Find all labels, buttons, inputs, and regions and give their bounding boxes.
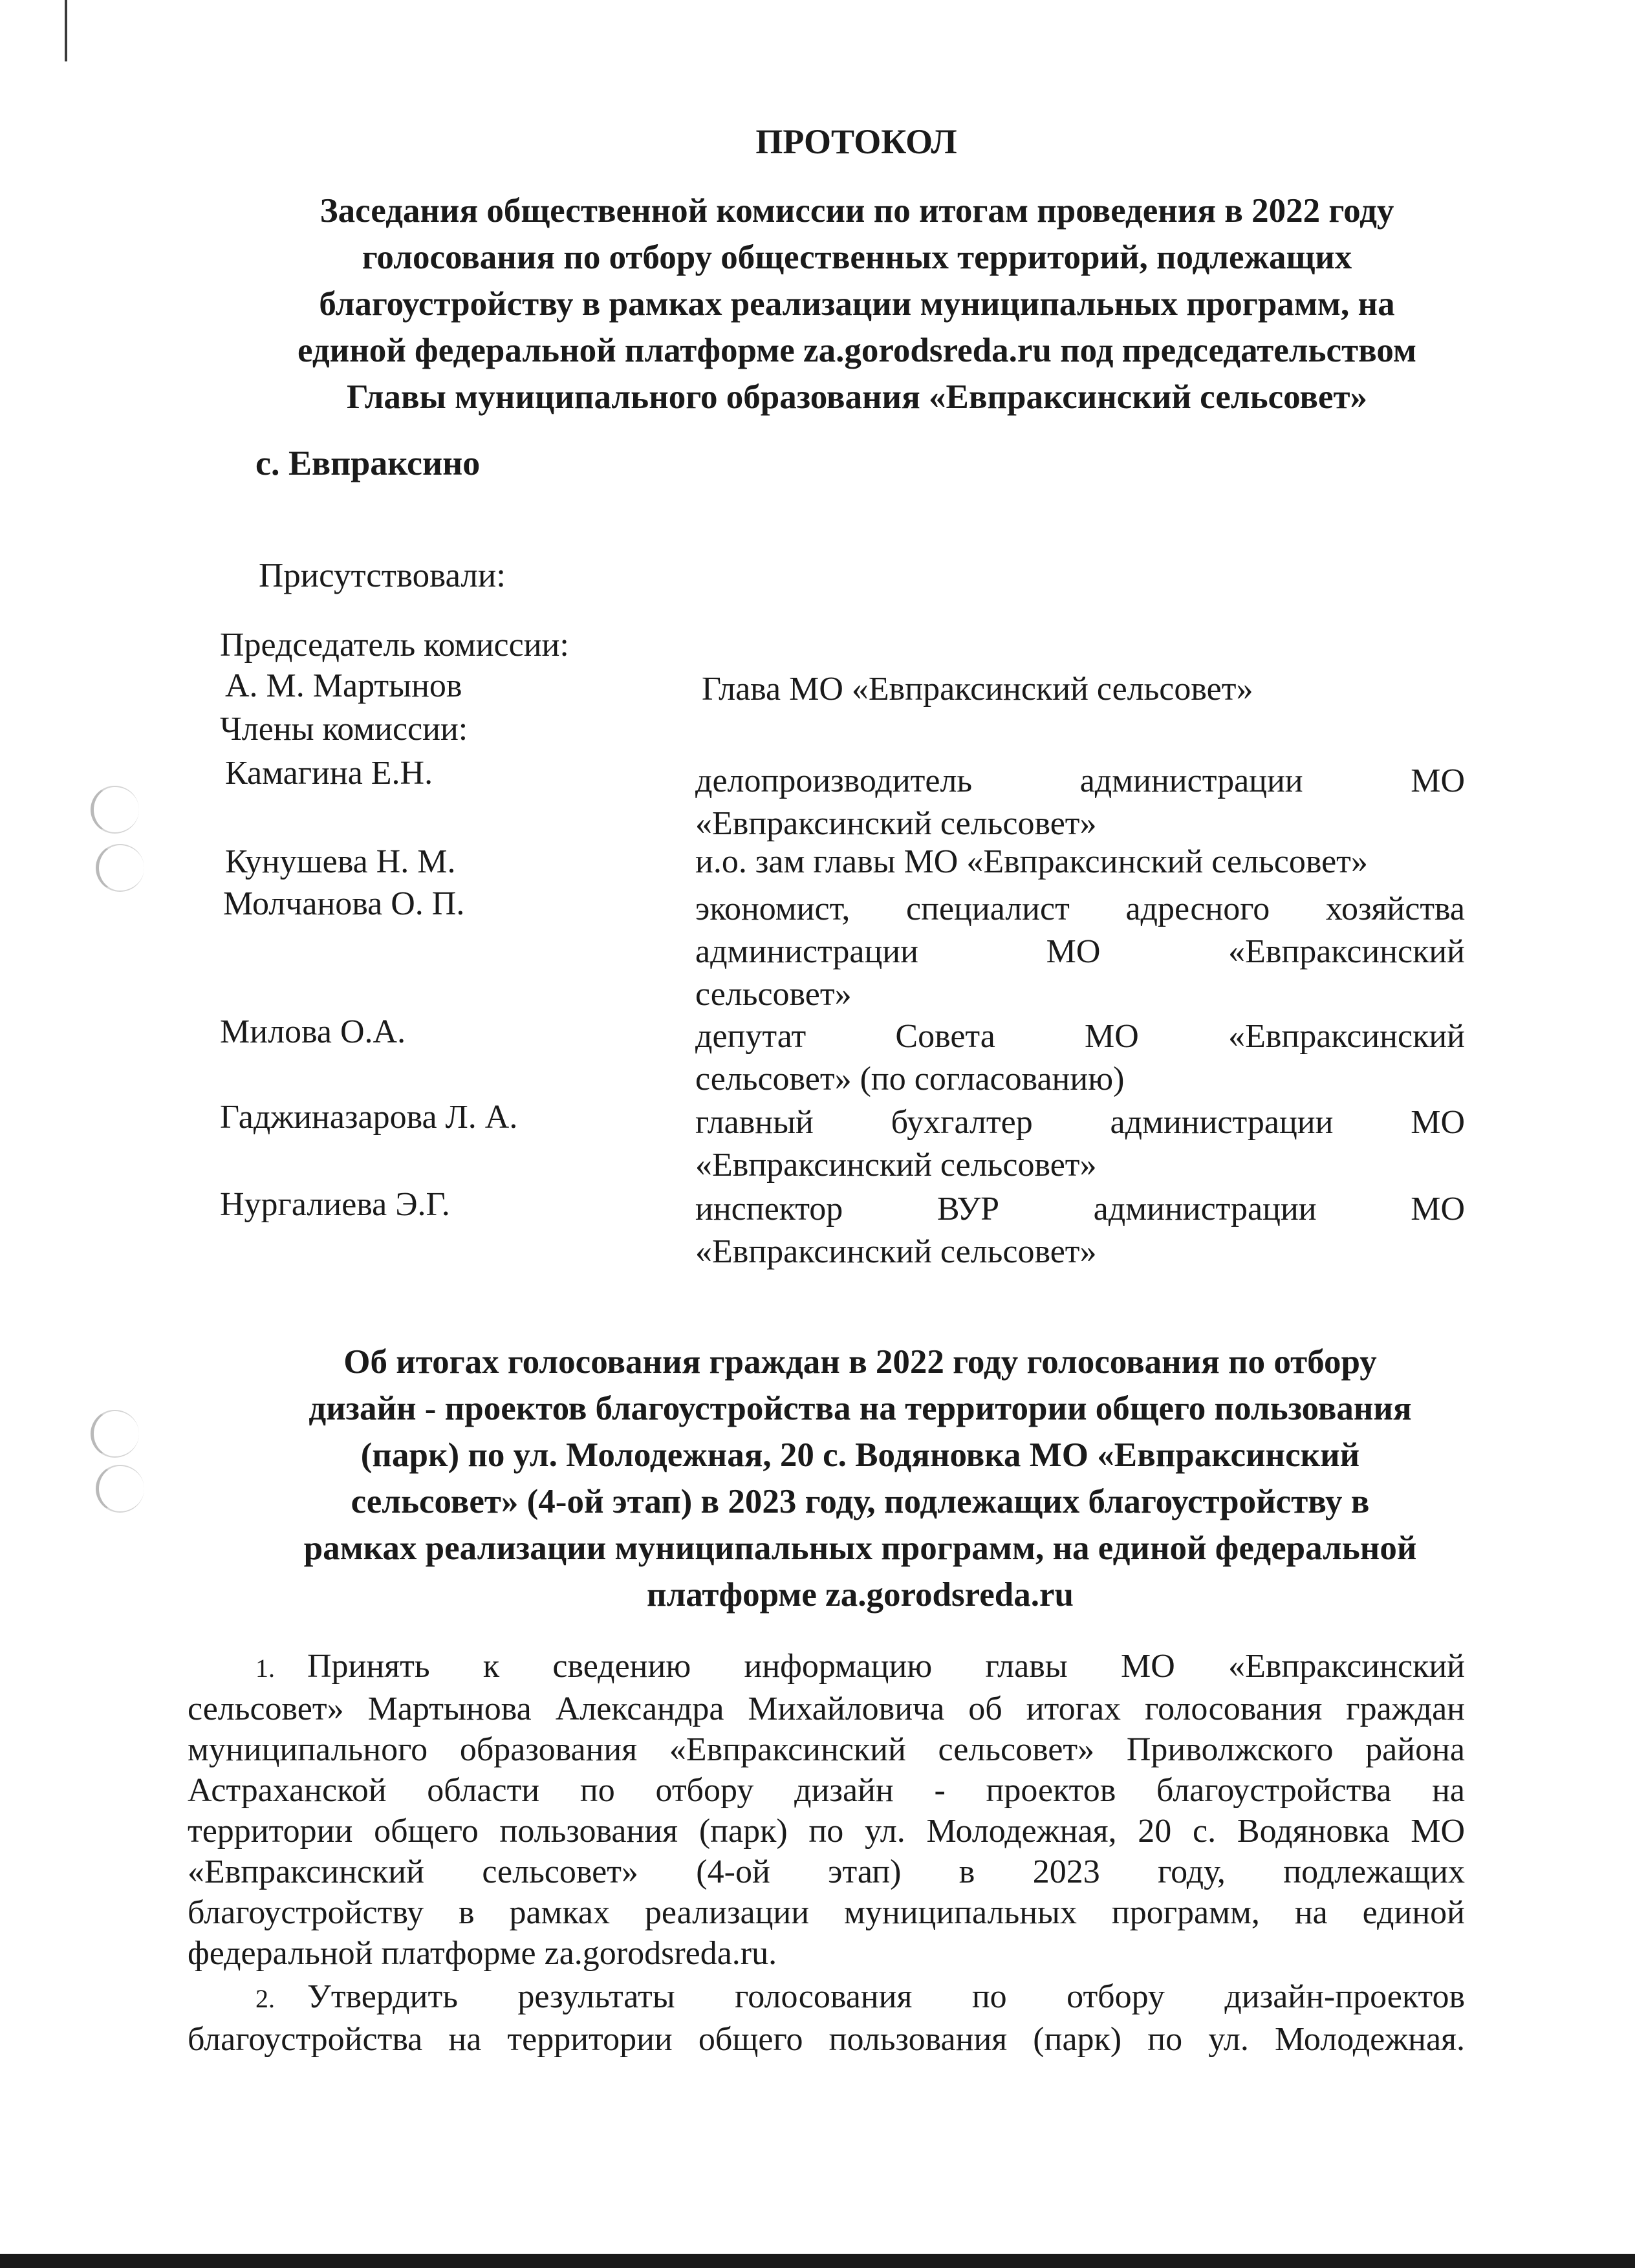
member-role: и.о. зам главы МО «Евпраксинский сельсовет» bbox=[695, 843, 1368, 880]
punch-hole-top-2 bbox=[96, 844, 144, 892]
member-role: инспектор ВУР администрации МО «Евпраксинский сельсовет» bbox=[695, 1191, 1465, 1270]
scan-edge-mark bbox=[65, 0, 67, 61]
decision-line: «Евпраксинский сельсовет» (4-ой этап) в 2023 году, подлежащих bbox=[188, 1853, 1465, 1890]
meeting-place: с. Евпраксино bbox=[255, 444, 481, 482]
decision-line: 1. Принять к сведению информацию главы МО «Евпраксинский bbox=[188, 1646, 1465, 1689]
document-subtitle bbox=[213, 188, 1500, 420]
item-number: 2. bbox=[255, 1984, 275, 2013]
member-name: Нургалиева Э.Г. bbox=[220, 1186, 450, 1223]
members-label: Члены комиссии: bbox=[220, 711, 468, 748]
subtitle-line: благоустройству в рамках реализации муниципальных программ, на bbox=[319, 285, 1395, 323]
decision-line: благоустройству в рамках реализации муниципальных программ, на единой bbox=[188, 1894, 1465, 1931]
chairman-role: Глава МО «Евпраксинский сельсовет» bbox=[702, 671, 1253, 707]
section-line: Об итогах голосования граждан в 2022 году голосования по отбору bbox=[343, 1343, 1377, 1381]
section-line: платформе za.gorodsreda.ru bbox=[647, 1576, 1074, 1614]
member-name: Кунушева Н. М. bbox=[225, 843, 456, 880]
decision-line: сельсовет» Мартынова Александра Михайловича об итогах голосования граждан bbox=[188, 1690, 1465, 1727]
item-number: 1. bbox=[255, 1654, 275, 1683]
section-line: рамках реализации муниципальных программ, на единой федеральной bbox=[303, 1529, 1417, 1567]
decision-line: 2. Утвердить результаты голосования по отбору дизайн-проектов bbox=[188, 1976, 1465, 2019]
member-name: Камагина Е.Н. bbox=[225, 755, 433, 792]
member-name: Милова О.А. bbox=[220, 1013, 406, 1050]
member-name: Молчанова О. П. bbox=[223, 885, 465, 922]
member-role: делопроизводитель администрации МО «Евпраксинский сельсовет» bbox=[695, 762, 1465, 842]
member-role: главный бухгалтер администрации МО «Евпраксинский сельсовет» bbox=[695, 1104, 1465, 1183]
chairman-name: А. М. Мартынов bbox=[225, 667, 462, 704]
decision-item bbox=[188, 1976, 1465, 2060]
document-title: ПРОТОКОЛ bbox=[755, 122, 957, 161]
chairman-label: Председатель комиссии: bbox=[220, 627, 569, 664]
section-line: (парк) по ул. Молодежная, 20 с. Водяновка МО «Евпраксинский bbox=[360, 1436, 1360, 1474]
scan-bottom-edge bbox=[0, 2254, 1635, 2268]
member-role: депутат Совета МО «Евпраксинский сельсовет» (по согласованию) bbox=[695, 1018, 1465, 1097]
decision-line: федеральной платформе za.gorodsreda.ru. bbox=[188, 1935, 777, 1972]
decision-list bbox=[188, 1646, 1465, 2062]
punch-hole-bottom-1 bbox=[91, 1410, 139, 1458]
member-role: экономист, специалист адресного хозяйства администрации МО «Евпраксинский сельсовет» bbox=[695, 891, 1465, 1013]
subtitle-line: Заседания общественной комиссии по итогам проведения в 2022 году bbox=[319, 192, 1394, 230]
subtitle-line: голосования по отбору общественных территорий, подлежащих bbox=[362, 239, 1352, 276]
section-line: дизайн - проектов благоустройства на территории общего пользования bbox=[309, 1390, 1412, 1427]
punch-hole-bottom-2 bbox=[96, 1465, 144, 1513]
decision-line: муниципального образования «Евпраксинский сельсовет» Приволжского района bbox=[188, 1731, 1465, 1768]
member-name: Гаджиназарова Л. А. bbox=[220, 1099, 518, 1136]
subtitle-line: Главы муниципального образования «Евпраксинский сельсовет» bbox=[346, 378, 1368, 416]
punch-hole-top-1 bbox=[91, 786, 139, 834]
section-heading bbox=[194, 1339, 1526, 1618]
present-label: Присутствовали: bbox=[259, 557, 506, 594]
decision-line: Астраханской области по отбору дизайн - проектов благоустройства на bbox=[188, 1772, 1465, 1809]
decision-line: территории общего пользования (парк) по ул. Молодежная, 20 с. Водяновка МО bbox=[188, 1813, 1465, 1850]
subtitle-line: единой федеральной платформе za.gorodsreda.ru под председательством bbox=[298, 332, 1416, 369]
decision-line: благоустройства на территории общего пользования (парк) по ул. Молодежная. bbox=[188, 2021, 1465, 2058]
decision-item bbox=[188, 1646, 1465, 1974]
section-line: сельсовет» (4-ой этап) в 2023 году, подлежащих благоустройству в bbox=[351, 1483, 1370, 1520]
